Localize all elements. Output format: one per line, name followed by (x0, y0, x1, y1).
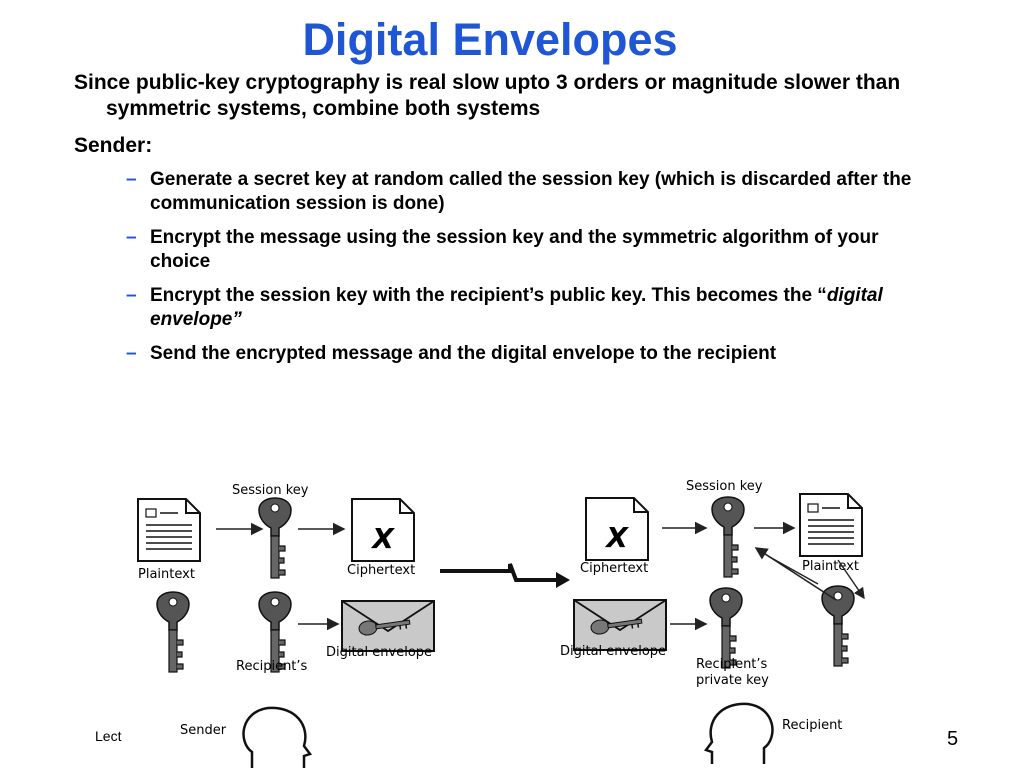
plaintext-label: Plaintext (138, 567, 195, 582)
recipients-private-key-icon (822, 586, 854, 666)
session-key-label: Session key (232, 483, 309, 498)
slide-title: Digital Envelopes (302, 14, 678, 65)
plaintext-document-icon (138, 499, 200, 561)
digital-envelope-label: Digital envelope (326, 645, 433, 660)
list-item (126, 168, 916, 216)
bullet-text: Encrypt the session key with the recipient’s public key. This becomes the “ (150, 285, 827, 306)
bullet-text: Generate a secret key at random called the session key (which is discarded after the communication session is done) (150, 169, 912, 214)
dash-bullet: – (126, 227, 137, 248)
dash-bullet: – (126, 343, 137, 364)
cipher-mark: X (606, 521, 628, 554)
envelope-icon (574, 600, 666, 650)
plaintext-label: Plaintext (802, 559, 859, 574)
recipient-side (560, 479, 864, 764)
recipients-label: Recipient’s (696, 657, 768, 672)
envelope-icon (342, 601, 434, 651)
recipient-label: Recipient (782, 718, 843, 733)
intro-paragraph: Since public-key cryptography is real slow upto 3 orders or magnitude slower than symmetric systems, combine both systems (74, 71, 901, 120)
list-item (126, 284, 916, 332)
session-key-icon (259, 498, 291, 578)
list-item (126, 226, 916, 274)
digital-envelope-diagram (128, 476, 876, 768)
ciphertext-label: Ciphertext (347, 563, 416, 578)
cipher-mark: X (372, 522, 394, 555)
sender-label: Sender (180, 723, 227, 738)
arrowhead-icon (556, 572, 570, 588)
session-key-label: Session key (686, 479, 763, 494)
sender-head-icon (244, 708, 310, 768)
recipients-public-key-icon (157, 592, 189, 672)
plaintext-document-icon (800, 494, 862, 556)
ciphertext-label: Ciphertext (580, 561, 649, 576)
transmission-arrow (440, 564, 560, 580)
recipient-head-icon (706, 704, 772, 764)
dash-bullet: – (126, 285, 137, 306)
dash-bullet: – (126, 169, 137, 190)
recipients-label: Recipient’s (236, 659, 308, 674)
sender-steps-list (126, 168, 916, 376)
private-key-label: private key (696, 673, 769, 688)
sender-heading: Sender: (74, 134, 153, 157)
footer-text: Lect (95, 728, 122, 744)
list-item (126, 342, 916, 366)
digital-envelope-label: Digital envelope (560, 644, 667, 659)
digital-envelope-term: digital envelope” (150, 285, 883, 330)
bullet-text: Send the encrypted message and the digital envelope to the recipient (150, 343, 777, 364)
session-key-icon (712, 497, 744, 577)
sender-side (138, 483, 434, 768)
page-number: 5 (947, 728, 959, 750)
recipients-private-key-icon-small (710, 588, 742, 668)
bullet-text: Encrypt the message using the session key and the symmetric algorithm of your choice (150, 227, 879, 272)
